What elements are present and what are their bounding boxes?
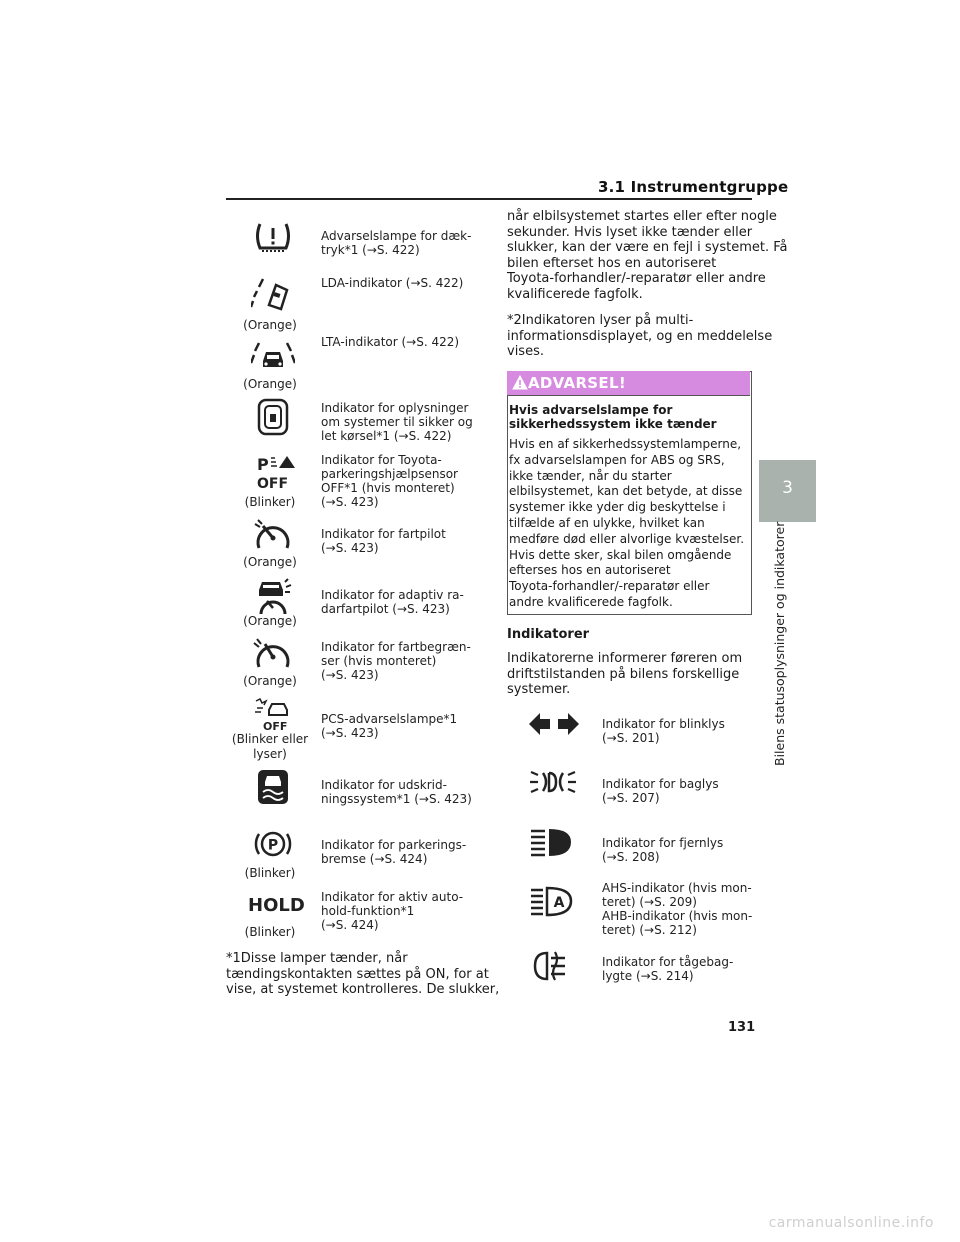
cruise-control-icon bbox=[251, 516, 295, 556]
desc-fog-light: Indikator for tågebag- lygte (→S. 214) bbox=[602, 955, 734, 983]
desc-lda: LDA-indikator (→S. 422) bbox=[321, 276, 464, 290]
indicators-intro: Indikatorerne informerer føreren om driftstilstanden på bilens forskellige systemer. bbox=[507, 651, 743, 698]
desc-tire-pressure: Advarselslampe for dæk- tryk*1 (→S. 422) bbox=[321, 229, 472, 257]
pcs-warning-icon bbox=[251, 696, 295, 732]
desc-speed-limiter: Indikator for fartbegræn- ser (hvis monteret) (→S. 423) bbox=[321, 640, 471, 682]
desc-ahs: AHS-indikator (hvis mon- teret) (→S. 209) AHB-indikator (hvis mon- teret) (→S. 212) bbox=[602, 881, 753, 937]
speed-limiter-icon bbox=[251, 635, 295, 675]
rear-fog-light-icon bbox=[533, 950, 573, 982]
section-header: 3.1 Instrumentgruppe bbox=[598, 178, 789, 196]
chapter-title: Bilens statusoplysninger og indikatorer bbox=[772, 521, 787, 766]
page-number: 131 bbox=[728, 1020, 756, 1035]
desc-brake-hold: Indikator for aktiv auto- hold-funktion*1 (→S. 424) bbox=[321, 890, 464, 932]
caption-lta: (Orange) bbox=[243, 377, 297, 391]
footer-watermark-text: carmanualsonline.info bbox=[768, 1215, 934, 1231]
warning-title: ADVARSEL! bbox=[528, 374, 626, 392]
parking-sensor-off-icon bbox=[251, 454, 295, 490]
desc-tail-light: Indikator for baglys (→S. 207) bbox=[602, 777, 719, 805]
desc-high-beam: Indikator for fjernlys (→S. 208) bbox=[602, 836, 724, 864]
tire-pressure-warning-icon bbox=[251, 218, 295, 258]
caption-pcs: (Blinker eller lyser) bbox=[231, 732, 309, 761]
ahs-letter: A bbox=[553, 895, 565, 911]
off-label: OFF bbox=[257, 476, 289, 490]
desc-lta: LTA-indikator (→S. 422) bbox=[321, 335, 460, 349]
desc-pcs: PCS-advarselslampe*1 (→S. 423) bbox=[321, 712, 458, 740]
header-rule bbox=[226, 198, 752, 200]
caption-cruise: (Orange) bbox=[243, 555, 297, 569]
slip-indicator-icon bbox=[251, 768, 295, 808]
caption-parking-brake: (Blinker) bbox=[244, 866, 296, 880]
parking-letter: P bbox=[267, 837, 279, 854]
warning-triangle-icon bbox=[512, 375, 528, 390]
desc-parking-sensor: Indikator for Toyota- parkeringshjælpsensor OFF*1 (hvis monteret) (→S. 423) bbox=[321, 453, 458, 509]
footnote-1: *1Disse lamper tænder, når tændingskontakten sættes på ON, for at vise, at systemet kontrolleres. De slukker, bbox=[226, 951, 500, 998]
tail-light-icon bbox=[529, 767, 577, 797]
desc-turn-signal: Indikator for blinklys (→S. 201) bbox=[602, 717, 725, 745]
high-beam-icon bbox=[529, 826, 573, 858]
brake-hold-icon: HOLD bbox=[248, 895, 305, 916]
parking-brake-icon bbox=[251, 826, 295, 866]
pcs-off-label: OFF bbox=[263, 720, 288, 732]
lane-departure-alert-icon bbox=[251, 277, 295, 317]
paragraph-continued: når elbilsystemet startes eller efter nogle sekunder. Hvis lyset ikke tænder eller slukker, kan der være en fejl i systemet. Få bilen efterset hos en autoriseret Toyota-forhandler/-reparatør eller andre kvalificerede fagfolk. bbox=[507, 209, 788, 302]
svg-text:P: P bbox=[257, 455, 269, 474]
lane-tracing-assist-icon bbox=[251, 337, 295, 377]
turn-signal-icon bbox=[529, 710, 579, 738]
footnote-2: *2Indikatoren lyser på multi- informationsdisplayet, og en meddelelse vises. bbox=[507, 313, 773, 360]
chapter-title-vertical bbox=[772, 520, 787, 780]
desc-radar-cruise: Indikator for adaptiv ra- darfartpilot (→S. 423) bbox=[321, 588, 464, 616]
caption-speed-limiter: (Orange) bbox=[243, 674, 297, 688]
ahs-indicator-icon bbox=[529, 885, 573, 917]
caption-parking-sensor: (Blinker) bbox=[244, 495, 296, 509]
caption-lda: (Orange) bbox=[243, 318, 297, 332]
caption-radar-cruise: (Orange) bbox=[243, 614, 297, 628]
driving-support-info-icon bbox=[251, 398, 295, 438]
desc-driving-support: Indikator for oplysninger om systemer til sikker og let kørsel*1 (→S. 422) bbox=[321, 401, 473, 443]
indicators-heading: Indikatorer bbox=[507, 627, 590, 642]
desc-cruise: Indikator for fartpilot (→S. 423) bbox=[321, 527, 446, 555]
chapter-number: 3 bbox=[782, 478, 793, 498]
desc-parking-brake: Indikator for parkerings- bremse (→S. 424) bbox=[321, 838, 467, 866]
caption-brake-hold: (Blinker) bbox=[244, 925, 296, 939]
warning-body: Hvis en af sikkerhedssystemlamperne, fx advarselslampen for ABS og SRS, ikke tænder, når du starter elbilsystemet, kan det betyde, at disse systemer ikke yder dig beskyttelse i tilfælde af en ulykke, hvilket kan medføre død eller alvorlige kvæstelser. Hvis dette sker, skal bilen omgående efterses hos en autoriseret Toyota-forhandler/-reparatør eller andre kvalificerede fagfolk. bbox=[509, 437, 745, 609]
desc-slip: Indikator for udskrid- ningssystem*1 (→S. 423) bbox=[321, 778, 472, 806]
radar-cruise-control-icon bbox=[251, 576, 295, 616]
warning-subtitle: Hvis advarselslampe for sikkerhedssystem ikke tænder bbox=[509, 403, 717, 431]
